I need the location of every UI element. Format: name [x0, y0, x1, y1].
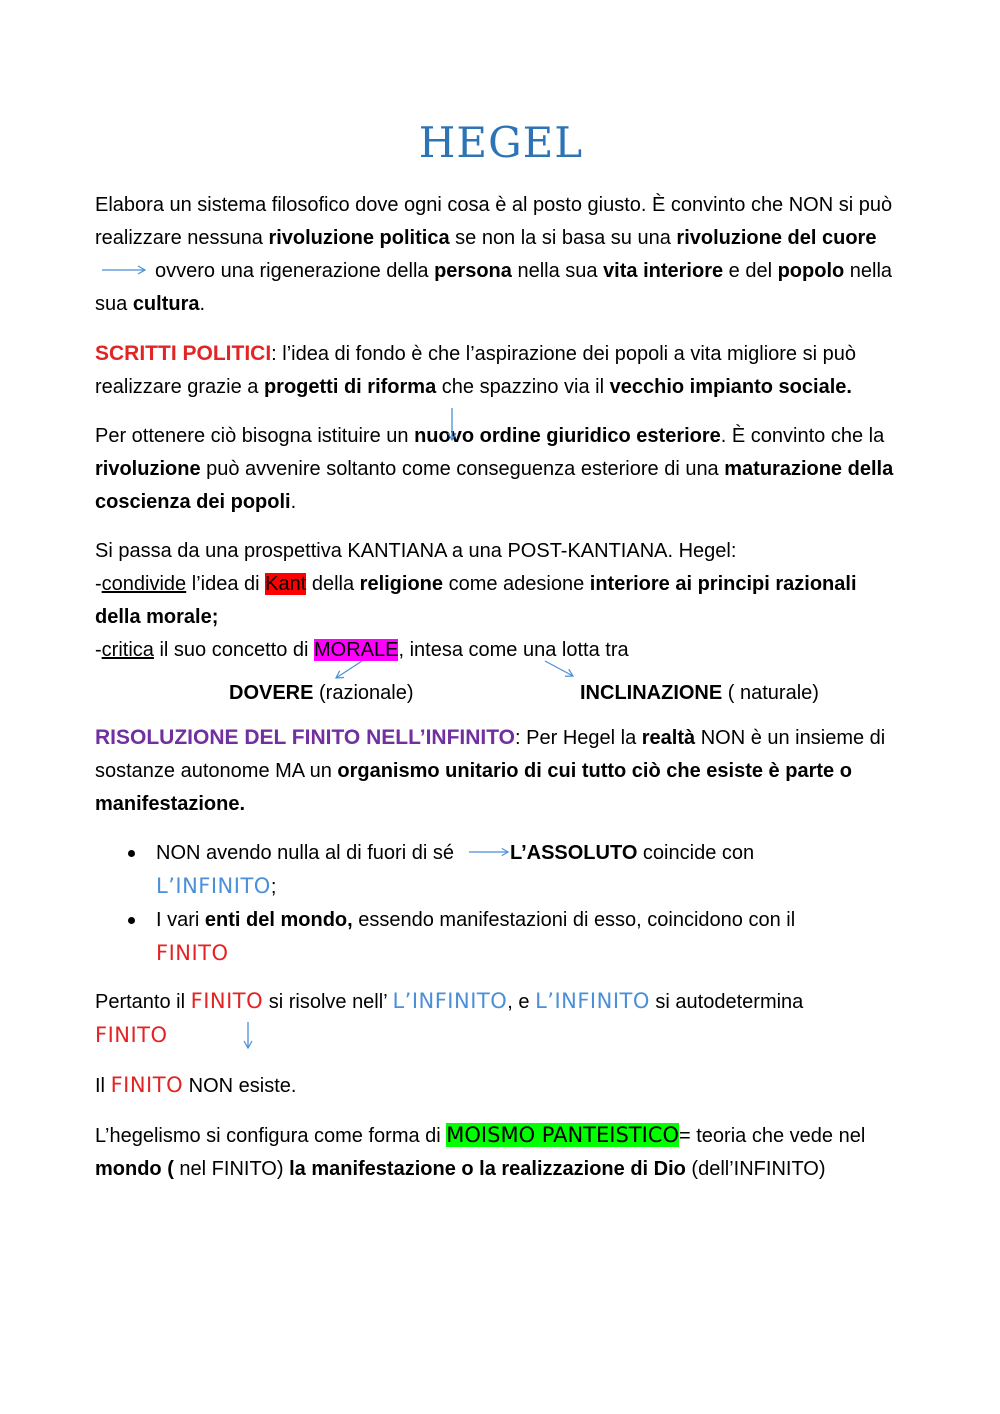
text: - [95, 573, 102, 595]
text: della [306, 573, 360, 595]
text: , e [507, 991, 536, 1013]
text: si autodetermina [649, 991, 804, 1013]
text: Pertanto il [95, 991, 191, 1013]
text: come adesione [443, 573, 590, 595]
arrow-down-icon [241, 1021, 255, 1051]
ordine-paragraph [95, 420, 907, 519]
bold-text: rivoluzione del cuore [676, 227, 877, 249]
finito-non-esiste-paragraph [95, 1069, 907, 1103]
text: . È convinto che la [720, 425, 885, 447]
section-heading-risoluzione: RISOLUZIONE DEL FINITO NELL’INFINITO [95, 726, 516, 749]
bold-text: la manifestazione o la realizzazione di Dio [289, 1158, 686, 1180]
text: si risolve nell’ [263, 991, 393, 1013]
text: ( naturale) [722, 682, 819, 704]
finito-term: FINITO [110, 1073, 184, 1097]
highlighted-text: MORALE [314, 639, 399, 661]
text: . [199, 293, 206, 315]
text: può avvenire soltanto come conseguenza esteriore di una [200, 458, 725, 480]
text: che spazzino via il [436, 376, 610, 398]
dovere-inclinazione-row [95, 667, 907, 704]
dovere-label [229, 677, 414, 710]
bold-text: maturazione della coscienza dei popoli [95, 458, 894, 513]
text: l’idea di [186, 573, 266, 595]
text: Il [95, 1075, 111, 1097]
hegelismo-paragraph [95, 1119, 907, 1186]
list-item [156, 904, 907, 971]
page-title: HEGEL [418, 118, 584, 167]
text: coincide con [637, 842, 755, 864]
bold-text: realtà [641, 727, 696, 749]
finito-term: FINITO [156, 941, 229, 965]
highlighted-text: Kant [265, 573, 307, 595]
infinito-term: L’INFINITO [535, 989, 650, 1013]
text: essendo manifestazioni di esso, coincidono con il [352, 909, 796, 931]
highlighted-text: MOISMO PANTEISTICO [446, 1123, 680, 1147]
finito-term: FINITO [95, 1023, 168, 1047]
text: nel FINITO) [173, 1158, 290, 1180]
bold-text: persona [434, 260, 512, 282]
text: NON avendo nulla al di fuori di sé [156, 842, 454, 864]
text: Elabora un sistema filosofico dove ogni cosa è al posto giusto. È convinto che NON si può realizzare nessuna [95, 194, 893, 249]
text: : Per Hegel la [515, 727, 642, 749]
text: Si passa da una prospettiva KANTIANA a una POST-KANTIANA. Hegel: [95, 540, 737, 562]
text: - [95, 639, 102, 661]
bold-text: rivoluzione politica [268, 227, 450, 249]
bold-text: DOVERE [229, 682, 314, 704]
text: se non la si basa su una [449, 227, 677, 249]
bold-text: progetti di riforma [263, 376, 437, 398]
text: ovvero una rigenerazione della [155, 260, 435, 282]
list-item [156, 837, 907, 904]
arrow-diagonal-icon [543, 659, 577, 681]
infinito-term: L’INFINITO [392, 989, 508, 1013]
text: nella sua [511, 260, 604, 282]
kant-paragraph [95, 535, 907, 667]
text: il suo concetto di [153, 639, 314, 661]
bold-text: organismo unitario di cui tutto ciò che esiste è parte o manifestazione. [95, 760, 852, 815]
underlined-text: condivide [101, 573, 187, 595]
text: I vari [156, 909, 205, 931]
arrow-right-icon [468, 845, 510, 859]
inclinazione-label [580, 677, 819, 710]
text: (razionale) [313, 682, 414, 704]
arrow-down-icon [445, 407, 459, 443]
bold-text: vecchio impianto sociale. [609, 376, 852, 398]
finito-term: FINITO [190, 989, 264, 1013]
bold-text: mondo ( [95, 1158, 174, 1180]
section-heading-scritti-politici: SCRITTI POLITICI [95, 342, 272, 365]
underlined-text: critica [101, 639, 154, 661]
bold-text: vita interiore [603, 260, 724, 282]
bold-text: enti del mondo, [204, 909, 353, 931]
arrow-right-icon [101, 263, 147, 277]
intro-paragraph [95, 189, 907, 321]
bold-text: rivoluzione [95, 458, 201, 480]
text: nella sua [95, 260, 893, 315]
bold-text: interiore ai principi razionali della morale; [95, 573, 857, 628]
text: : l’idea di fondo è che l’aspirazione dei popoli a vita migliore si può realizzare grazie a [95, 343, 856, 398]
bold-text: L’ASSOLUTO [509, 842, 638, 864]
pertanto-paragraph [95, 985, 907, 1053]
text: NON è un insieme di sostanze autonome MA un [95, 727, 886, 782]
text: NON esiste. [183, 1075, 297, 1097]
text: (dell’INFINITO) [685, 1158, 826, 1180]
text: L’hegelismo si configura come forma di [95, 1125, 447, 1147]
bold-text: popolo [777, 260, 845, 282]
text: , intesa come una lotta tra [398, 639, 629, 661]
infinito-term: L’INFINITO [156, 874, 271, 898]
scritti-politici-paragraph [95, 337, 907, 404]
text: . [290, 491, 297, 513]
bold-text: religione [359, 573, 444, 595]
text: e del [723, 260, 778, 282]
risoluzione-paragraph [95, 721, 907, 821]
text: ; [270, 876, 277, 898]
bold-text: INCLINAZIONE [580, 682, 723, 704]
document-page [95, 118, 907, 1202]
bullet-list [95, 837, 907, 971]
text: = teoria che vede nel [679, 1125, 866, 1147]
text: Per ottenere ciò bisogna istituire un [95, 425, 415, 447]
bold-text: nuovo ordine giuridico esteriore [414, 425, 721, 447]
bold-text: cultura [132, 293, 200, 315]
